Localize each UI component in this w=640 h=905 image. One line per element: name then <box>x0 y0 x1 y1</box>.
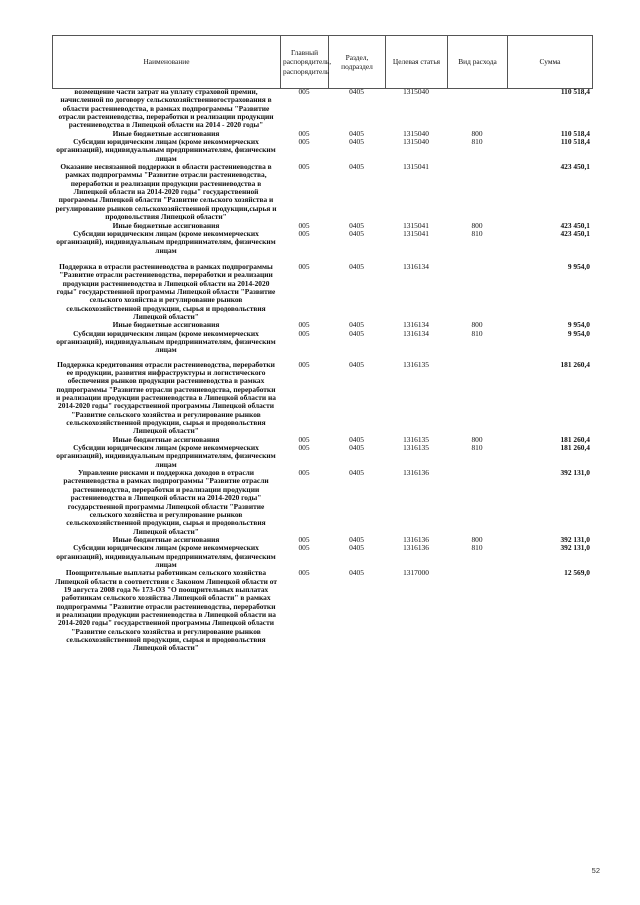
row-sum: 12 569,0 <box>564 568 590 578</box>
row-section: 0405 <box>349 162 364 172</box>
row-sum: 392 131,0 <box>560 468 590 478</box>
row-name: Иные бюджетные ассигнования <box>112 434 220 444</box>
table-row <box>52 569 592 652</box>
row-sum: 392 131,0 <box>560 543 590 553</box>
row-chief: 005 <box>298 568 310 578</box>
row-chief: 005 <box>298 468 310 478</box>
row-expense-type <box>447 361 507 436</box>
row-section: 0405 <box>349 443 364 453</box>
row-section: 0405 <box>349 87 364 96</box>
row-expense-type <box>447 469 507 536</box>
row-section: 0405 <box>349 468 364 478</box>
row-sum: 423 450,1 <box>560 220 590 230</box>
row-chief: 005 <box>298 87 310 96</box>
row-section: 0405 <box>349 261 364 271</box>
row-chief: 005 <box>298 434 310 444</box>
row-section: 0405 <box>349 128 364 138</box>
row-expense-type: 800 <box>471 220 483 230</box>
row-section: 0405 <box>349 534 364 544</box>
row-name: Субсидии юридическим лицам (кроме некоммерческих организаций), индивидуальным предпринимателям, физическим лицам <box>56 228 276 255</box>
row-name: Поддержка в отрасли растениеводства в рамках подпрограммы "Развитие отрасли растениеводства, переработки и реализации продукции растениеводства в Липецкой области на 2014-2020 годы" государственной программы Липецкой области "Развитие сельского хозяйства и регулирование рынков сельскохозяйственной продукции, сырья и продовольствия Липецкой области" <box>56 261 276 321</box>
row-expense-type: 800 <box>471 320 483 330</box>
row-name: Иные бюджетные ассигнования <box>112 534 220 544</box>
row-chief: 005 <box>298 228 310 238</box>
row-expense-type <box>447 88 507 130</box>
row-sum: 110 518,4 <box>560 128 590 138</box>
row-name: Субсидии юридическим лицам (кроме некоммерческих организаций), индивидуальным предпринимателям, физическим лицам <box>56 137 276 163</box>
row-expense-type: 810 <box>471 328 483 338</box>
row-section: 0405 <box>349 220 364 230</box>
row-target: 1315040 <box>403 87 429 96</box>
header-name: Наименование <box>53 36 281 89</box>
budget-table <box>52 88 592 653</box>
header-section: Раздел, подраздел <box>329 36 386 89</box>
row-target: 1316134 <box>403 320 429 330</box>
row-sum: 181 260,4 <box>560 359 590 369</box>
row-name: возмещение части затрат на уплату страховой премии, начисленной по договору сельскохозяйственногострахования в области растениеводства, в рамках подпрограммы "Развитие отрасли растениеводства, переработки и реализации продукции растениеводства в Липецкой области на 2014 - 2020 годы" <box>58 87 274 130</box>
row-expense-type: 810 <box>471 137 483 147</box>
row-chief: 005 <box>298 359 310 369</box>
row-sum: 110 518,4 <box>560 137 590 147</box>
row-sum: 423 450,1 <box>560 228 590 238</box>
table-row <box>52 163 592 221</box>
row-expense-type <box>447 569 507 652</box>
row-expense-type: 800 <box>471 434 483 444</box>
row-section: 0405 <box>349 568 364 578</box>
row-target: 1315040 <box>403 128 429 138</box>
row-chief: 005 <box>298 220 310 230</box>
row-target: 1316136 <box>403 543 429 553</box>
row-target: 1316136 <box>403 534 429 544</box>
header-target: Целевая статья <box>386 36 448 89</box>
row-sum: 423 450,1 <box>560 162 590 172</box>
table-header <box>52 35 593 89</box>
row-target: 1317000 <box>403 568 429 578</box>
row-target: 1315041 <box>403 228 429 238</box>
row-name: Управление рисками и поддержка доходов в отрасли растениеводства в рамках подпрограммы "Развитие отрасли растениеводства, переработки и реализации продукции растениеводства в Липецкой области на 2014-2020 годы" государственной программы Липецкой области "Развитие сельского хозяйства и регулирование рынков сельскохозяйственной продукции, сырья и продовольствия Липецкой области" <box>63 468 269 536</box>
row-target: 1316135 <box>403 434 429 444</box>
row-chief: 005 <box>298 534 310 544</box>
row-expense-type <box>447 163 507 221</box>
row-expense-type: 810 <box>471 443 483 453</box>
table-row <box>52 263 592 321</box>
row-chief: 005 <box>298 543 310 553</box>
row-target: 1315041 <box>403 220 429 230</box>
row-chief: 005 <box>298 320 310 330</box>
row-sum: 9 954,0 <box>567 328 590 338</box>
table-row <box>52 544 592 569</box>
row-name: Субсидии юридическим лицам (кроме некоммерческих организаций), индивидуальным предпринимателям, физическим лицам <box>56 443 276 469</box>
row-name: Иные бюджетные ассигнования <box>112 220 220 230</box>
row-target: 1316136 <box>403 468 429 478</box>
table-row <box>52 444 592 469</box>
row-expense-type <box>447 263 507 321</box>
row-target: 1316134 <box>403 261 429 271</box>
row-name: Поощрительные выплаты работникам сельского хозяйства Липецкой области в соответствии с Законом Липецкой области от 19 августа 2008 года № 173-ОЗ "О поощрительных выплатах работникам сельского хозяйства Липецкой области" в рамках подпрограммы "Развитие отрасли растениеводства, переработки и реализации продукции растениеводства в Липецкой области на 2014-2020 годы" государственной программы Липецкой области "Развитие сельского хозяйства и регулирование рынков сельскохозяйственной продукции, сырья и продовольствия Липецкой области" <box>55 568 277 653</box>
row-sum: 9 954,0 <box>567 320 590 330</box>
table-row <box>52 88 592 130</box>
row-name: Иные бюджетные ассигнования <box>112 320 220 330</box>
row-sum: 110 518,4 <box>560 87 590 96</box>
row-target: 1316134 <box>403 328 429 338</box>
row-sum: 9 954,0 <box>567 261 590 271</box>
row-expense-type: 810 <box>471 543 483 553</box>
row-chief: 005 <box>298 443 310 453</box>
row-expense-type: 810 <box>471 228 483 238</box>
row-chief: 005 <box>298 128 310 138</box>
table-row <box>52 330 592 355</box>
row-target: 1316135 <box>403 443 429 453</box>
row-chief: 005 <box>298 261 310 271</box>
row-sum: 392 131,0 <box>560 534 590 544</box>
row-section: 0405 <box>349 434 364 444</box>
row-sum: 181 260,4 <box>560 434 590 444</box>
row-name: Субсидии юридическим лицам (кроме некоммерческих организаций), индивидуальным предпринимателям, физическим лицам <box>56 543 276 569</box>
row-target: 1316135 <box>403 359 429 369</box>
row-name: Поддержка кредитования отрасли растениеводства, переработки ее продукции, развития инфраструктуры и логистического обеспечения рынков продукции растениеводства в рамках подпрограммы "Развитие отрасли растениеводства, переработки и реализации продукции растениеводства в Липецкой области на 2014-2020 годы" государственной программы Липецкой области "Развитие сельского хозяйства и регулирование рынков сельскохозяйственной продукции, сырья и продовольствия Липецкой области" <box>56 359 276 436</box>
row-expense-type: 800 <box>471 534 483 544</box>
row-section: 0405 <box>349 359 364 369</box>
table-row <box>52 230 592 255</box>
row-name: Иные бюджетные ассигнования <box>112 128 220 138</box>
row-section: 0405 <box>349 543 364 553</box>
row-section: 0405 <box>349 137 364 147</box>
row-section: 0405 <box>349 328 364 338</box>
row-target: 1315041 <box>403 162 429 172</box>
row-chief: 005 <box>298 162 310 172</box>
table-row <box>52 469 592 536</box>
table-row <box>52 138 592 163</box>
row-chief: 005 <box>298 137 310 147</box>
table-row <box>52 361 592 436</box>
row-section: 0405 <box>349 320 364 330</box>
row-target: 1315040 <box>403 137 429 147</box>
row-sum: 181 260,4 <box>560 443 590 453</box>
header-chief: Главный распорядитель, распорядитель <box>281 36 329 89</box>
row-name: Оказание несвязанной поддержки в области растениеводства в рамках подпрограммы "Развитие отрасли растениеводства, переработки и реализации продукции растениеводства в Липецкой области на 2014-2020 годы" государственной программы Липецкой области "Развитие сельского хозяйства и регулирование рынков сельскохозяйственной продукции,сырья и продовольствия Липецкой области" <box>55 162 277 222</box>
header-sum: Сумма <box>508 36 593 89</box>
row-name: Субсидии юридическим лицам (кроме некоммерческих организаций), индивидуальным предпринимателям, физическим лицам <box>56 328 276 355</box>
row-section: 0405 <box>349 228 364 238</box>
header-expense-type: Вид расхода <box>448 36 508 89</box>
row-chief: 005 <box>298 328 310 338</box>
page-number: 52 <box>591 866 600 875</box>
row-expense-type: 800 <box>471 128 483 138</box>
